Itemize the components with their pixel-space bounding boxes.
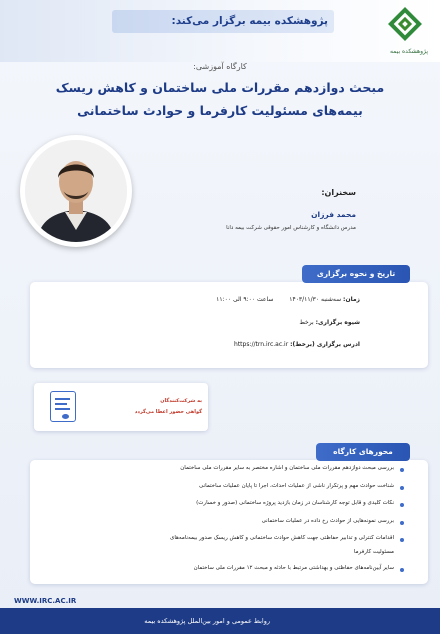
date-value: سه‌شنبه ۱۴۰۳/۱۱/۳۰ [289,296,342,303]
certificate-text-line1: به شرکت‌کنندگان [160,398,202,404]
topic-item: اقدامات کنترلی و تدابیر حفاظتی جهت کاهش حوادث ساختمانی و کاهش ریسک صدور بیمه‌نامه‌های [170,535,394,541]
topic-bullet-icon [400,468,404,472]
schedule-method-row [299,319,360,326]
topic-item: بررسی مبحث دوازدهم مقررات ملی ساختمان و اشاره مختصر به سایر مقررات ملی ساختمان [180,465,394,471]
logo-icon [388,7,422,41]
footer-text: روابط عمومی و امور بین‌الملل پژوهشکده بیمه [144,617,270,625]
topic-bullet-icon [400,486,404,490]
workshop-title-line2: بیمه‌های مسئولیت کارفرما و حوادث ساختمانی [77,103,363,118]
method-label: شیوه برگزاری: [315,319,360,326]
institute-logo [382,6,436,70]
speaker-avatar-icon [25,140,127,242]
certificate-badge [34,383,208,431]
schedule-card [30,282,428,368]
topic-item-continuation: مسئولیت کارفرما [353,549,394,555]
logo-text: پژوهشکده بیمه [389,48,429,55]
speaker-name: محمد فرزان [311,210,356,219]
certificate-text-line2: گواهی حضور اعطا می‌گردد [134,409,202,415]
footer-website-link[interactable]: WWW.IRC.AC.IR [14,597,77,605]
speaker-photo-frame [20,135,132,247]
topics-heading: محورهای کارگاه [316,443,410,461]
topic-item: بررسی نمونه‌هایی از حوادث رخ داده در عملیات ساختمانی [261,518,394,524]
topic-bullet-icon [400,538,404,542]
workshop-title-line1: مبحث دوازدهم مقررات ملی ساختمان و کاهش ریسک [55,80,385,95]
certificate-icon [50,391,76,422]
schedule-heading: تاریخ و نحوه برگزاری [302,265,410,283]
schedule-date-row [216,296,360,303]
topic-bullet-icon [400,568,404,572]
speaker-description: مدرس دانشگاه و کارشناس امور حقوقی شرکت بیمه دانا [226,225,356,231]
time-value: ساعت ۹:۰۰ الی ۱۱:۰۰ [216,296,274,303]
schedule-address-row [234,341,360,348]
method-value: برخط [299,319,314,326]
address-label: ادرس برگزاری (برخط): [290,341,360,348]
workshop-label: کارگاه آموزشی: [193,62,247,71]
topic-item: نکات کلیدی و قابل توجه کارشناسان در زمان بازدید پروژه ساختمانی (صدور و خسارت) [196,500,394,506]
organizer-banner [112,10,334,33]
organizer-banner-text: پژوهشکده بیمه برگزار می‌کند: [171,15,328,27]
topic-item: سایر آیین‌نامه‌های حفاظتی و بهداشتی مرتبط با حادثه و مبحث ۱۲ مقررات ملی ساختمان [193,565,394,571]
speaker-photo [25,140,127,242]
date-label: زمان: [343,296,360,303]
topic-bullet-icon [400,503,404,507]
address-link[interactable]: https://trn.irc.ac.ir [234,341,289,348]
topic-item: شناخت حوادث مهم و پرتکرار ناشی از عملیات احداث، اجرا تا پایان عملیات ساختمانی [199,483,394,489]
footer-bar [0,608,440,634]
speaker-label: سخنران: [321,188,356,197]
topic-bullet-icon [400,521,404,525]
